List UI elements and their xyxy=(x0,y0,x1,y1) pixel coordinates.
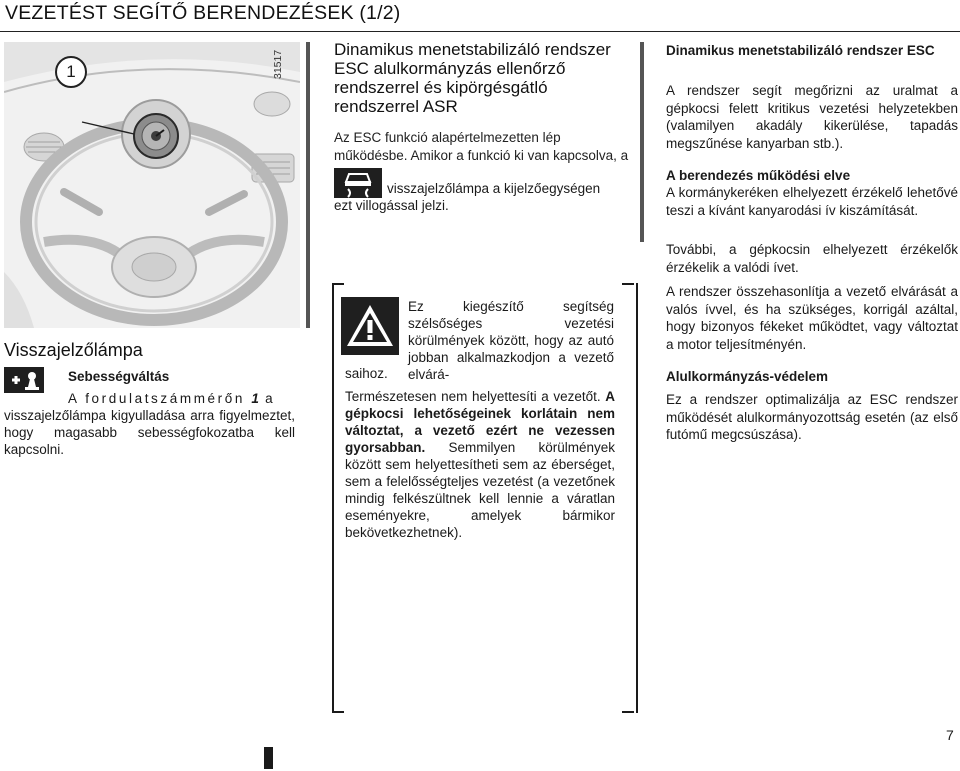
operating-principle-heading: A berendezés működési elve xyxy=(666,168,851,183)
section-heading-indicator: Visszajelzőlámpa xyxy=(4,340,143,360)
vertical-rule-left xyxy=(306,42,310,328)
esc-indicator-text: visszajelzőlámpa a kijelzőegységen xyxy=(387,181,601,196)
esc-system-paragraph: A rendszer segít megőrizni az uralmat a gépkocsi felett kritikus vezetési helyzetekben (valamilyen akadály kikerülése, tapadás megszűnése kanyarban stb.). xyxy=(666,83,958,151)
warning-text-main xyxy=(345,388,615,541)
gear-shift-paragraph xyxy=(4,390,295,458)
figure-code: 31517 xyxy=(272,49,284,79)
warning-text-intro: Ez kiegészítő segítség szélsőséges vezetési körülmények között, hogy az autó jobban alkalmazkodjon a vezető elvárá- xyxy=(408,299,614,382)
esc-system-heading: Dinamikus menetstabilizáló rendszer ESC xyxy=(666,43,935,58)
comparison-paragraph: A rendszer összehasonlítja a vezető elvárását a valós ívvel, és ha szükséges, korrigál azáltal, hogy bizonyos fékeket működtet, vagy változtat a motor teljesítményén. xyxy=(666,284,958,352)
subheading-gear-shift: Sebességváltás xyxy=(68,369,170,384)
page-number: 7 xyxy=(946,727,954,743)
warning-box-corner-bottom xyxy=(622,711,634,713)
operating-principle-paragraph: A kormánykeréken elhelyezett érzékelő lehetővé teszi a kívánt kanyarodási ív kiszámítását. xyxy=(666,185,958,218)
esc-default-paragraph: Az ESC funkció alapértelmezetten lép működésbe. Amikor a funkció ki van kapcsolva, a xyxy=(334,130,629,163)
warning-text-intro-end: saihoz. xyxy=(345,366,388,381)
dashboard-drawing xyxy=(4,42,300,328)
sensors-paragraph: További, a gépkocsin elhelyezett érzékelők érzékelik a valódi ívet. xyxy=(666,242,958,275)
vertical-rule-right xyxy=(640,42,644,242)
para-part-b: a xyxy=(258,391,276,406)
page-title: VEZETÉST SEGÍTŐ BERENDEZÉSEK (1/2) xyxy=(5,2,401,24)
warning-box-corner-top xyxy=(622,283,634,285)
callout-number: 1 xyxy=(55,56,87,88)
title-rule xyxy=(0,31,960,32)
para-part-c: visszajelzőlámpa kigyulladása arra figyelmeztet, hogy magasabb sebességfokozatba kell kapcsolni. xyxy=(4,408,295,457)
para-callout-ref: 1 xyxy=(251,391,259,406)
para-part-a: A fordulatszámmérőn xyxy=(68,391,252,406)
esc-flash-text: ezt villogással jelzi. xyxy=(334,198,449,213)
warning-text-2a: Természetesen nem helyettesíti a vezetőt. xyxy=(345,389,606,404)
understeer-paragraph: Ez a rendszer optimalizálja az ESC rendszer működését alulkormányozottság esetén (az első futómű megcsúszása). xyxy=(666,392,958,442)
dashboard-illustration xyxy=(4,42,300,328)
understeer-heading: Alulkormányzás-védelem xyxy=(666,369,829,384)
esc-skid-icon xyxy=(334,168,382,198)
warning-text-2c: Semmilyen körülmények között sem helyettesítheti sem az éberséget, sem a felelősségteljes vezetést (a vezetőnek mindig felkészültnek kell lennie a váratlan eseményekre, amelyek bármikor bekövetkezhetnek). xyxy=(345,440,615,540)
warning-triangle-icon xyxy=(341,297,399,355)
warning-text-2b: A gépkocsi lehetőségeinek korlátain nem változtat, a vezető ezért ne vezessen gyorsabban. xyxy=(345,389,615,455)
page-marker xyxy=(264,747,273,769)
esc-asr-heading: Dinamikus menetstabilizáló rendszer ESC alulkormányzás ellenőrző rendszerrel és kipörgésgátló rendszerrel ASR xyxy=(334,40,611,116)
